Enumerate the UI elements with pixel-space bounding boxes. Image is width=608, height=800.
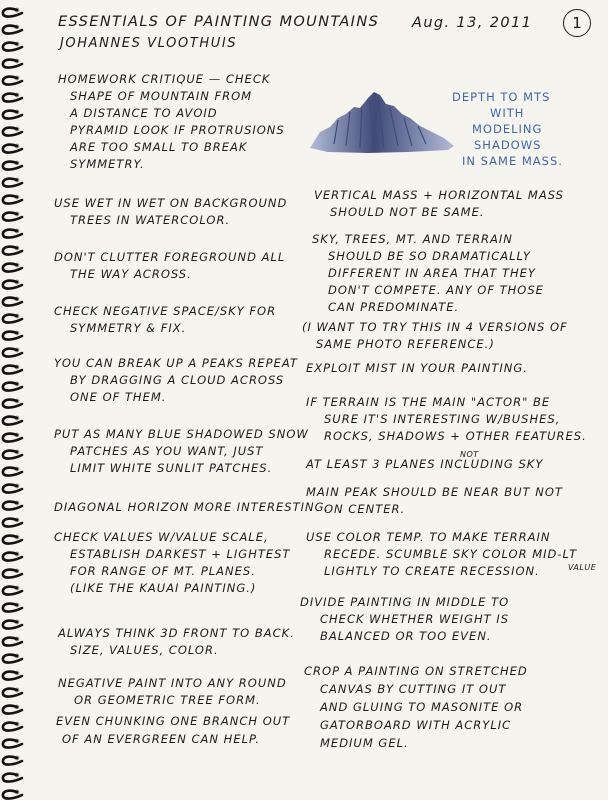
note-line: SIZE, VALUES, COLOR. [70, 643, 219, 657]
note-line: BALANCED OR TOO EVEN. [320, 629, 492, 643]
note-line: SYMMETRY & FIX. [70, 321, 187, 335]
note-line: OR GEOMETRIC TREE FORM. [74, 693, 261, 707]
note-line: TREES IN WATERCOLOR. [70, 213, 231, 227]
note-line: OF AN EVERGREEN CAN HELP. [62, 732, 261, 746]
note-line: DIFFERENT IN AREA THAT THEY [328, 266, 536, 280]
note-line: CANVAS BY CUTTING IT OUT [320, 682, 507, 696]
note-line: HOMEWORK CRITIQUE — CHECK [58, 72, 271, 86]
note-line: PYRAMID LOOK IF PROTRUSIONS [70, 123, 285, 137]
note-line: DIAGONAL HORIZON MORE INTERESTING. [54, 500, 330, 514]
note-line: ON CENTER. [324, 502, 406, 516]
note-line: CROP A PAINTING ON STRETCHED [304, 664, 528, 678]
sketch-caption-line: MODELING [472, 122, 543, 136]
note-line: MEDIUM GEL. [320, 736, 409, 750]
note-line: CHECK VALUES W/VALUE SCALE, [54, 530, 269, 544]
note-line: YOU CAN BREAK UP A PEAKS REPEAT [54, 356, 298, 370]
sketch-caption-line: IN SAME MASS. [462, 154, 563, 168]
note-insertion-value: VALUE [568, 563, 597, 572]
note-line: CHECK NEGATIVE SPACE/SKY FOR [54, 304, 277, 318]
note-line: CAN PREDOMINATE. [328, 300, 460, 314]
note-line: LIGHTLY TO CREATE RECESSION. [324, 564, 540, 578]
note-line: PATCHES AS YOU WANT, JUST [70, 444, 264, 458]
note-line: EXPLOIT MIST IN YOUR PAINTING. [306, 361, 528, 375]
note-line: GATORBOARD WITH ACRYLIC [320, 718, 512, 732]
note-line: FOR RANGE OF MT. PLANES. [70, 564, 256, 578]
note-line: SURE IT'S INTERESTING W/BUSHES, [324, 412, 561, 426]
note-line: EVEN CHUNKING ONE BRANCH OUT [56, 714, 291, 728]
note-line: SYMMETRY. [70, 157, 145, 171]
author-name: JOHANNES VLOOTHUIS [60, 36, 238, 51]
note-line: SHOULD NOT BE SAME. [330, 205, 485, 219]
page-date: Aug. 13, 2011 [412, 15, 533, 31]
sketch-caption-line: WITH [490, 106, 525, 120]
note-line: (LIKE THE KAUAI PAINTING.) [70, 581, 257, 595]
note-line: SHAPE OF MOUNTAIN FROM [70, 89, 253, 103]
note-line: ROCKS, SHADOWS + OTHER FEATURES. [324, 429, 587, 443]
note-line: SHOULD BE SO DRAMATICALLY [328, 249, 531, 263]
spiral-binding [0, 0, 40, 800]
note-line: SAME PHOTO REFERENCE.) [316, 337, 495, 351]
note-line: AND GLUING TO MASONITE OR [320, 700, 524, 714]
note-line: DIVIDE PAINTING IN MIDDLE TO [300, 595, 510, 609]
note-insertion-not: NOT [460, 450, 479, 459]
note-line: AT LEAST 3 PLANES INCLUDING SKY [306, 457, 544, 471]
note-line: MAIN PEAK SHOULD BE NEAR BUT NOT [306, 485, 563, 499]
note-line: LIMIT WHITE SUNLIT PATCHES. [70, 461, 273, 475]
note-line: USE WET IN WET ON BACKGROUND [54, 196, 288, 210]
page-title: ESSENTIALS OF PAINTING MOUNTAINS [58, 14, 380, 30]
note-line: USE COLOR TEMP. TO MAKE TERRAIN [306, 530, 551, 544]
note-line: ONE OF THEM. [70, 390, 167, 404]
note-line: NEGATIVE PAINT INTO ANY ROUND [58, 676, 287, 690]
note-line: PUT AS MANY BLUE SHADOWED SNOW [54, 427, 309, 441]
sketch-caption-line: DEPTH TO MTS [452, 90, 551, 104]
note-line: (I WANT TO TRY THIS IN 4 VERSIONS OF [302, 320, 568, 334]
note-line: VERTICAL MASS + HORIZONTAL MASS [314, 188, 564, 202]
note-line: ARE TOO SMALL TO BREAK [70, 140, 248, 154]
note-line: ALWAYS THINK 3D FRONT TO BACK. [58, 626, 295, 640]
note-line: RECEDE. SCUMBLE SKY COLOR MID-LT [324, 547, 578, 561]
note-line: ESTABLISH DARKEST + LIGHTEST [70, 547, 291, 561]
note-line: A DISTANCE TO AVOID [70, 106, 218, 120]
sketch-caption-line: SHADOWS [474, 138, 542, 152]
mountain-watercolor-sketch [308, 80, 458, 160]
note-line: IF TERRAIN IS THE MAIN "ACTOR" BE [306, 395, 551, 409]
page-number-badge: 1 [563, 9, 591, 37]
note-line: CHECK WHETHER WEIGHT IS [320, 612, 509, 626]
note-line: BY DRAGGING A CLOUD ACROSS [70, 373, 285, 387]
note-line: DON'T CLUTTER FOREGROUND ALL [54, 250, 286, 264]
note-line: DON'T COMPETE. ANY OF THOSE [328, 283, 544, 297]
note-line: SKY, TREES, MT. AND TERRAIN [312, 232, 513, 246]
note-line: THE WAY ACROSS. [70, 267, 192, 281]
